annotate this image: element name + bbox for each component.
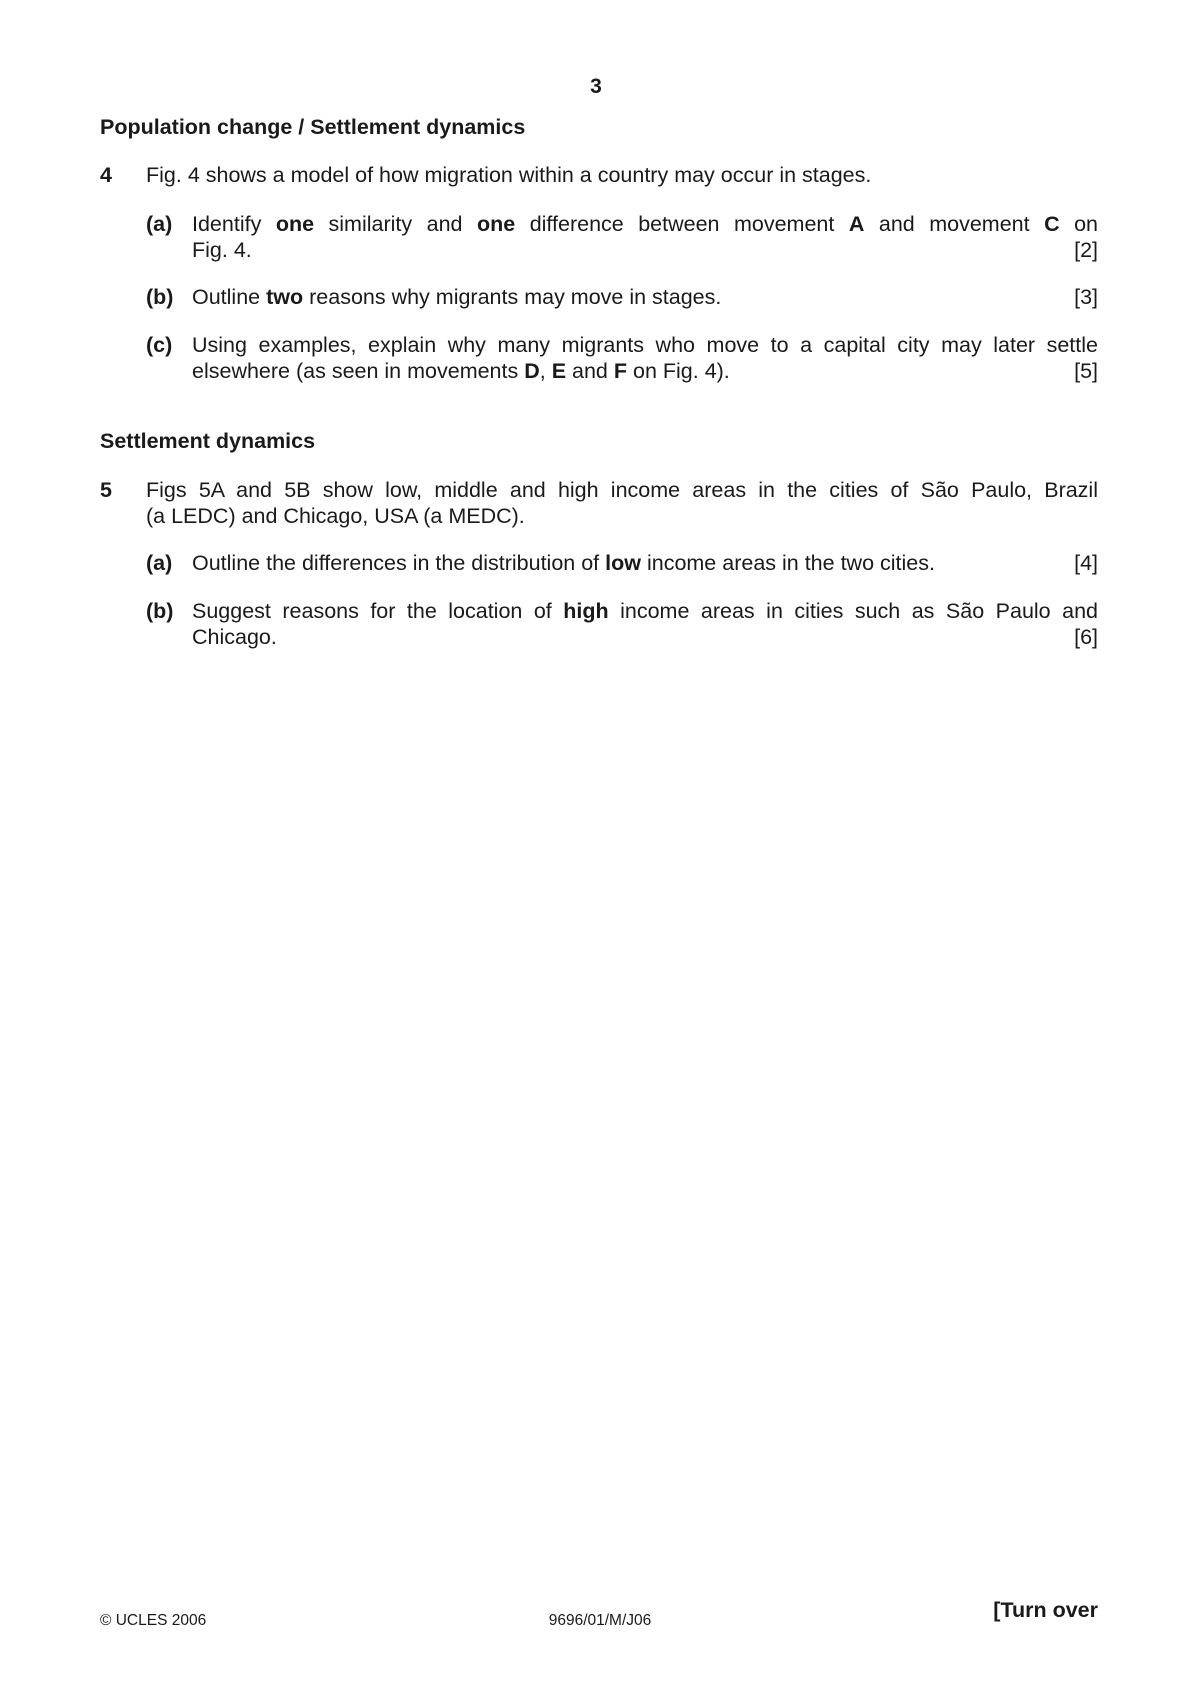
marks: [2] <box>1074 238 1098 262</box>
part-label: (a) <box>146 212 173 236</box>
part-label: (c) <box>146 333 173 357</box>
footer-copyright: © UCLES 2006 <box>100 1612 207 1629</box>
part-label: (b) <box>146 599 174 623</box>
question-number: 5 <box>100 478 112 502</box>
question-line-2: (a LEDC) and Chicago, USA (a MEDC). <box>146 504 525 528</box>
section-heading-settlement: Settlement dynamics <box>100 429 316 453</box>
question-5b <box>146 598 1098 650</box>
marks: [6] <box>1074 625 1098 649</box>
question-4 <box>100 162 1098 188</box>
part-line-1: Outline the differences in the distribution of low income areas in the two cities. [4] <box>192 551 1098 575</box>
page-number: 3 <box>590 75 602 98</box>
marks: [3] <box>1074 285 1098 309</box>
part-line-1: Using examples, explain why many migrants who move to a capital city may later settle <box>192 333 1098 357</box>
question-text: Fig. 4 shows a model of how migration within a country may occur in stages. <box>146 163 872 187</box>
section-heading-population: Population change / Settlement dynamics <box>100 115 526 139</box>
question-5a <box>146 550 1098 576</box>
part-line-1: Suggest reasons for the location of high income areas in cities such as São Paulo and <box>192 599 1098 623</box>
question-4a <box>146 211 1098 263</box>
part-label: (a) <box>146 551 173 575</box>
part-line-2: Chicago. [6] <box>192 625 1098 649</box>
footer-turn-over: [Turn over <box>993 1598 1098 1622</box>
part-line-2: elsewhere (as seen in movements D, E and F on Fig. 4). [5] <box>192 359 1098 383</box>
question-5 <box>100 477 1098 529</box>
marks: [4] <box>1074 551 1098 575</box>
question-line-1: Figs 5A and 5B show low, middle and high income areas in the cities of São Paulo, Brazil <box>146 478 1098 502</box>
part-label: (b) <box>146 285 174 309</box>
question-number: 4 <box>100 163 112 187</box>
footer-paper-code: 9696/01/M/J06 <box>548 1612 652 1629</box>
marks: [5] <box>1074 359 1098 383</box>
part-line-1: Identify one similarity and one difference between movement A and movement C on <box>192 212 1099 236</box>
question-4b <box>146 284 1098 310</box>
part-line-1: Outline two reasons why migrants may move in stages. [3] <box>192 285 1098 309</box>
question-4c <box>146 332 1098 384</box>
part-line-2: Fig. 4. [2] <box>192 238 1098 262</box>
